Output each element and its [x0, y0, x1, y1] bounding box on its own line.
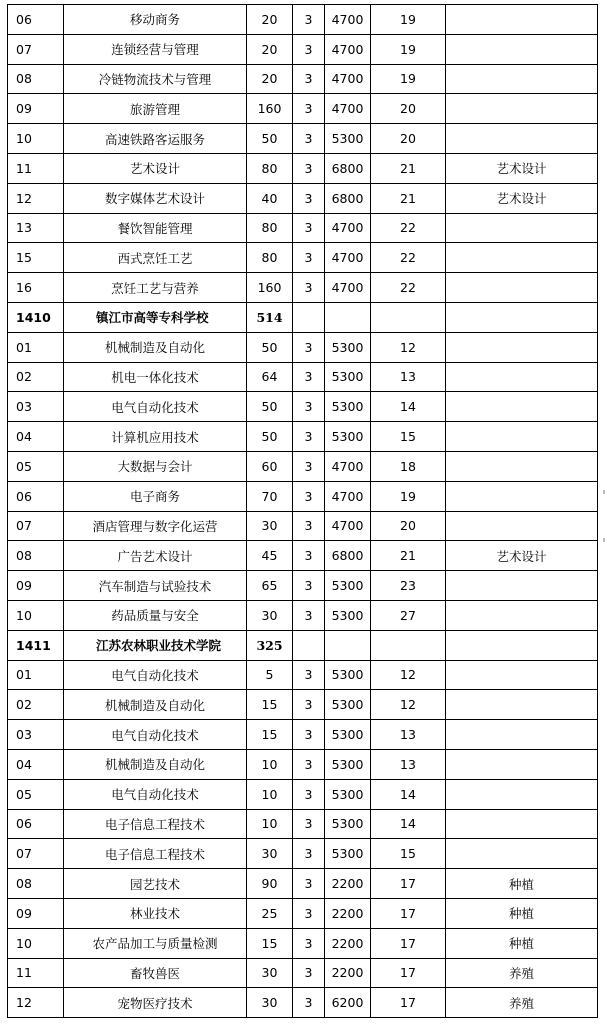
years-cell	[293, 302, 325, 332]
years-cell: 3	[293, 213, 325, 243]
major-name-cell: 电气自动化技术	[64, 720, 247, 750]
table-row	[8, 600, 598, 630]
table-row	[8, 243, 598, 273]
note-cell	[446, 839, 598, 869]
code-cell: 09	[8, 571, 64, 601]
code-cell: 05	[8, 451, 64, 481]
plan-count-cell: 10	[247, 749, 293, 779]
table-row	[8, 153, 598, 183]
years-cell: 3	[293, 94, 325, 124]
table-row	[8, 660, 598, 690]
code-cell: 03	[8, 392, 64, 422]
note-cell	[446, 749, 598, 779]
plan-count-cell: 30	[247, 988, 293, 1018]
years-cell: 3	[293, 481, 325, 511]
note-cell	[446, 571, 598, 601]
tuition-cell: 5300	[325, 809, 371, 839]
plan-count-cell: 60	[247, 451, 293, 481]
years-cell: 3	[293, 64, 325, 94]
major-name-cell: 西式烹饪工艺	[64, 243, 247, 273]
category-cell: 22	[371, 213, 446, 243]
code-cell: 10	[8, 928, 64, 958]
plan-count-cell: 80	[247, 153, 293, 183]
code-cell: 04	[8, 749, 64, 779]
table-row	[8, 988, 598, 1018]
major-name-cell: 林业技术	[64, 898, 247, 928]
note-cell	[446, 630, 598, 660]
category-cell: 21	[371, 153, 446, 183]
major-name-cell: 酒店管理与数字化运营	[64, 511, 247, 541]
years-cell: 3	[293, 779, 325, 809]
major-name-cell: 电子信息工程技术	[64, 809, 247, 839]
code-cell: 08	[8, 64, 64, 94]
major-name-cell: 畜牧兽医	[64, 958, 247, 988]
table-row	[8, 720, 598, 750]
edge-mark	[603, 490, 605, 494]
table-row	[8, 422, 598, 452]
category-cell: 18	[371, 451, 446, 481]
school-row	[8, 630, 598, 660]
category-cell: 19	[371, 481, 446, 511]
note-cell: 种植	[446, 898, 598, 928]
code-cell: 02	[8, 362, 64, 392]
note-cell	[446, 243, 598, 273]
major-name-cell: 餐饮智能管理	[64, 213, 247, 243]
plan-count-cell: 325	[247, 630, 293, 660]
table-row	[8, 451, 598, 481]
edge-mark	[603, 538, 605, 542]
code-cell: 15	[8, 243, 64, 273]
note-cell	[446, 422, 598, 452]
code-cell: 02	[8, 690, 64, 720]
tuition-cell: 6800	[325, 153, 371, 183]
tuition-cell: 4700	[325, 34, 371, 64]
code-cell: 12	[8, 183, 64, 213]
note-cell	[446, 332, 598, 362]
years-cell: 3	[293, 898, 325, 928]
note-cell	[446, 302, 598, 332]
category-cell: 22	[371, 243, 446, 273]
years-cell: 3	[293, 928, 325, 958]
tuition-cell: 6800	[325, 183, 371, 213]
tuition-cell: 4700	[325, 94, 371, 124]
plan-count-cell: 15	[247, 928, 293, 958]
major-name-cell: 机械制造及自动化	[64, 690, 247, 720]
category-cell: 19	[371, 34, 446, 64]
years-cell: 3	[293, 600, 325, 630]
years-cell: 3	[293, 958, 325, 988]
category-cell: 14	[371, 779, 446, 809]
note-cell	[446, 451, 598, 481]
tuition-cell: 4700	[325, 511, 371, 541]
major-name-cell: 电气自动化技术	[64, 392, 247, 422]
tuition-cell: 5300	[325, 362, 371, 392]
note-cell: 养殖	[446, 958, 598, 988]
table-row	[8, 332, 598, 362]
table-row	[8, 898, 598, 928]
code-cell: 13	[8, 213, 64, 243]
school-row	[8, 302, 598, 332]
category-cell: 22	[371, 273, 446, 303]
code-cell: 06	[8, 481, 64, 511]
years-cell: 3	[293, 660, 325, 690]
major-name-cell: 机械制造及自动化	[64, 332, 247, 362]
plan-count-cell: 70	[247, 481, 293, 511]
years-cell	[293, 630, 325, 660]
enrollment-plan-table	[7, 4, 598, 1018]
table-row	[8, 94, 598, 124]
tuition-cell: 2200	[325, 958, 371, 988]
major-name-cell: 药品质量与安全	[64, 600, 247, 630]
table-row	[8, 690, 598, 720]
major-name-cell: 移动商务	[64, 5, 247, 35]
note-cell: 种植	[446, 869, 598, 899]
tuition-cell	[325, 302, 371, 332]
plan-count-cell: 64	[247, 362, 293, 392]
code-cell: 08	[8, 869, 64, 899]
code-cell: 09	[8, 898, 64, 928]
plan-count-cell: 40	[247, 183, 293, 213]
table-body	[8, 5, 598, 1018]
plan-count-cell: 15	[247, 690, 293, 720]
years-cell: 3	[293, 183, 325, 213]
code-cell: 06	[8, 809, 64, 839]
major-name-cell: 电子信息工程技术	[64, 839, 247, 869]
tuition-cell	[325, 630, 371, 660]
table-row	[8, 839, 598, 869]
code-cell: 10	[8, 124, 64, 154]
table-row	[8, 809, 598, 839]
code-cell: 03	[8, 720, 64, 750]
code-cell: 09	[8, 94, 64, 124]
note-cell	[446, 64, 598, 94]
note-cell	[446, 273, 598, 303]
table-row	[8, 511, 598, 541]
tuition-cell: 5300	[325, 392, 371, 422]
code-cell: 06	[8, 5, 64, 35]
plan-count-cell: 25	[247, 898, 293, 928]
table-row	[8, 958, 598, 988]
years-cell: 3	[293, 34, 325, 64]
table-row	[8, 273, 598, 303]
table-row	[8, 749, 598, 779]
tuition-cell: 4700	[325, 213, 371, 243]
years-cell: 3	[293, 362, 325, 392]
category-cell: 19	[371, 5, 446, 35]
years-cell: 3	[293, 869, 325, 899]
plan-count-cell: 160	[247, 94, 293, 124]
table-row	[8, 392, 598, 422]
table-row	[8, 779, 598, 809]
plan-count-cell: 80	[247, 213, 293, 243]
code-cell: 12	[8, 988, 64, 1018]
tuition-cell: 5300	[325, 571, 371, 601]
plan-count-cell: 5	[247, 660, 293, 690]
note-cell	[446, 5, 598, 35]
years-cell: 3	[293, 243, 325, 273]
table-row	[8, 64, 598, 94]
category-cell: 20	[371, 94, 446, 124]
years-cell: 3	[293, 571, 325, 601]
tuition-cell: 6200	[325, 988, 371, 1018]
plan-count-cell: 30	[247, 600, 293, 630]
plan-count-cell: 20	[247, 5, 293, 35]
note-cell	[446, 34, 598, 64]
years-cell: 3	[293, 511, 325, 541]
years-cell: 3	[293, 422, 325, 452]
tuition-cell: 5300	[325, 332, 371, 362]
category-cell: 15	[371, 422, 446, 452]
tuition-cell: 4700	[325, 451, 371, 481]
code-cell: 08	[8, 541, 64, 571]
code-cell: 01	[8, 660, 64, 690]
table-row	[8, 541, 598, 571]
tuition-cell: 5300	[325, 779, 371, 809]
category-cell: 17	[371, 898, 446, 928]
plan-count-cell: 20	[247, 64, 293, 94]
category-cell: 19	[371, 64, 446, 94]
major-name-cell: 连锁经营与管理	[64, 34, 247, 64]
table-row	[8, 124, 598, 154]
years-cell: 3	[293, 332, 325, 362]
category-cell: 23	[371, 571, 446, 601]
years-cell: 3	[293, 839, 325, 869]
years-cell: 3	[293, 5, 325, 35]
major-name-cell: 江苏农林职业技术学院	[64, 630, 247, 660]
tuition-cell: 2200	[325, 928, 371, 958]
code-cell: 04	[8, 422, 64, 452]
code-cell: 10	[8, 600, 64, 630]
category-cell	[371, 302, 446, 332]
note-cell: 艺术设计	[446, 183, 598, 213]
category-cell	[371, 630, 446, 660]
tuition-cell: 4700	[325, 481, 371, 511]
plan-count-cell: 90	[247, 869, 293, 899]
plan-count-cell: 50	[247, 332, 293, 362]
major-name-cell: 旅游管理	[64, 94, 247, 124]
tuition-cell: 4700	[325, 243, 371, 273]
tuition-cell: 5300	[325, 422, 371, 452]
major-name-cell: 汽车制造与试验技术	[64, 571, 247, 601]
note-cell	[446, 779, 598, 809]
major-name-cell: 宠物医疗技术	[64, 988, 247, 1018]
tuition-cell: 5300	[325, 600, 371, 630]
note-cell	[446, 392, 598, 422]
category-cell: 17	[371, 928, 446, 958]
table-row	[8, 571, 598, 601]
plan-count-cell: 50	[247, 422, 293, 452]
table-row	[8, 481, 598, 511]
major-name-cell: 电气自动化技术	[64, 779, 247, 809]
note-cell	[446, 660, 598, 690]
major-name-cell: 镇江市高等专科学校	[64, 302, 247, 332]
plan-count-cell: 514	[247, 302, 293, 332]
plan-count-cell: 65	[247, 571, 293, 601]
note-cell: 艺术设计	[446, 153, 598, 183]
tuition-cell: 5300	[325, 839, 371, 869]
note-cell	[446, 809, 598, 839]
major-name-cell: 电子商务	[64, 481, 247, 511]
category-cell: 20	[371, 511, 446, 541]
code-cell: 11	[8, 958, 64, 988]
major-name-cell: 冷链物流技术与管理	[64, 64, 247, 94]
note-cell	[446, 690, 598, 720]
plan-count-cell: 10	[247, 779, 293, 809]
major-name-cell: 机械制造及自动化	[64, 749, 247, 779]
tuition-cell: 6800	[325, 541, 371, 571]
code-cell: 11	[8, 153, 64, 183]
code-cell: 07	[8, 34, 64, 64]
plan-count-cell: 30	[247, 958, 293, 988]
tuition-cell: 5300	[325, 749, 371, 779]
plan-count-cell: 50	[247, 124, 293, 154]
major-name-cell: 计算机应用技术	[64, 422, 247, 452]
tuition-cell: 5300	[325, 720, 371, 750]
table-row	[8, 869, 598, 899]
major-name-cell: 高速铁路客运服务	[64, 124, 247, 154]
code-cell: 1410	[8, 302, 64, 332]
tuition-cell: 5300	[325, 690, 371, 720]
major-name-cell: 数字媒体艺术设计	[64, 183, 247, 213]
category-cell: 17	[371, 988, 446, 1018]
category-cell: 21	[371, 541, 446, 571]
note-cell	[446, 720, 598, 750]
plan-count-cell: 20	[247, 34, 293, 64]
table-row	[8, 213, 598, 243]
major-name-cell: 电气自动化技术	[64, 660, 247, 690]
tuition-cell: 2200	[325, 898, 371, 928]
tuition-cell: 5300	[325, 124, 371, 154]
years-cell: 3	[293, 541, 325, 571]
major-name-cell: 机电一体化技术	[64, 362, 247, 392]
category-cell: 12	[371, 690, 446, 720]
plan-count-cell: 10	[247, 809, 293, 839]
years-cell: 3	[293, 124, 325, 154]
years-cell: 3	[293, 392, 325, 422]
category-cell: 17	[371, 869, 446, 899]
table-row	[8, 928, 598, 958]
major-name-cell: 园艺技术	[64, 869, 247, 899]
category-cell: 15	[371, 839, 446, 869]
major-name-cell: 广告艺术设计	[64, 541, 247, 571]
tuition-cell: 4700	[325, 273, 371, 303]
category-cell: 20	[371, 124, 446, 154]
plan-count-cell: 15	[247, 720, 293, 750]
note-cell: 艺术设计	[446, 541, 598, 571]
table-row	[8, 5, 598, 35]
code-cell: 07	[8, 839, 64, 869]
plan-count-cell: 50	[247, 392, 293, 422]
tuition-cell: 4700	[325, 64, 371, 94]
tuition-cell: 5300	[325, 660, 371, 690]
note-cell: 种植	[446, 928, 598, 958]
major-name-cell: 大数据与会计	[64, 451, 247, 481]
plan-count-cell: 30	[247, 511, 293, 541]
major-name-cell: 艺术设计	[64, 153, 247, 183]
plan-count-cell: 45	[247, 541, 293, 571]
note-cell	[446, 481, 598, 511]
code-cell: 1411	[8, 630, 64, 660]
table-row	[8, 362, 598, 392]
category-cell: 12	[371, 660, 446, 690]
category-cell: 14	[371, 392, 446, 422]
years-cell: 3	[293, 690, 325, 720]
note-cell: 养殖	[446, 988, 598, 1018]
plan-count-cell: 30	[247, 839, 293, 869]
years-cell: 3	[293, 988, 325, 1018]
table-row	[8, 183, 598, 213]
code-cell: 07	[8, 511, 64, 541]
code-cell: 16	[8, 273, 64, 303]
category-cell: 13	[371, 749, 446, 779]
plan-count-cell: 160	[247, 273, 293, 303]
category-cell: 13	[371, 720, 446, 750]
note-cell	[446, 124, 598, 154]
major-name-cell: 农产品加工与质量检测	[64, 928, 247, 958]
category-cell: 12	[371, 332, 446, 362]
tuition-cell: 2200	[325, 869, 371, 899]
years-cell: 3	[293, 720, 325, 750]
category-cell: 13	[371, 362, 446, 392]
plan-count-cell: 80	[247, 243, 293, 273]
years-cell: 3	[293, 749, 325, 779]
code-cell: 05	[8, 779, 64, 809]
category-cell: 17	[371, 958, 446, 988]
code-cell: 01	[8, 332, 64, 362]
category-cell: 27	[371, 600, 446, 630]
years-cell: 3	[293, 809, 325, 839]
category-cell: 14	[371, 809, 446, 839]
years-cell: 3	[293, 153, 325, 183]
note-cell	[446, 511, 598, 541]
note-cell	[446, 362, 598, 392]
note-cell	[446, 600, 598, 630]
category-cell: 21	[371, 183, 446, 213]
tuition-cell: 4700	[325, 5, 371, 35]
years-cell: 3	[293, 273, 325, 303]
years-cell: 3	[293, 451, 325, 481]
major-name-cell: 烹饪工艺与营养	[64, 273, 247, 303]
table-row	[8, 34, 598, 64]
note-cell	[446, 213, 598, 243]
note-cell	[446, 94, 598, 124]
